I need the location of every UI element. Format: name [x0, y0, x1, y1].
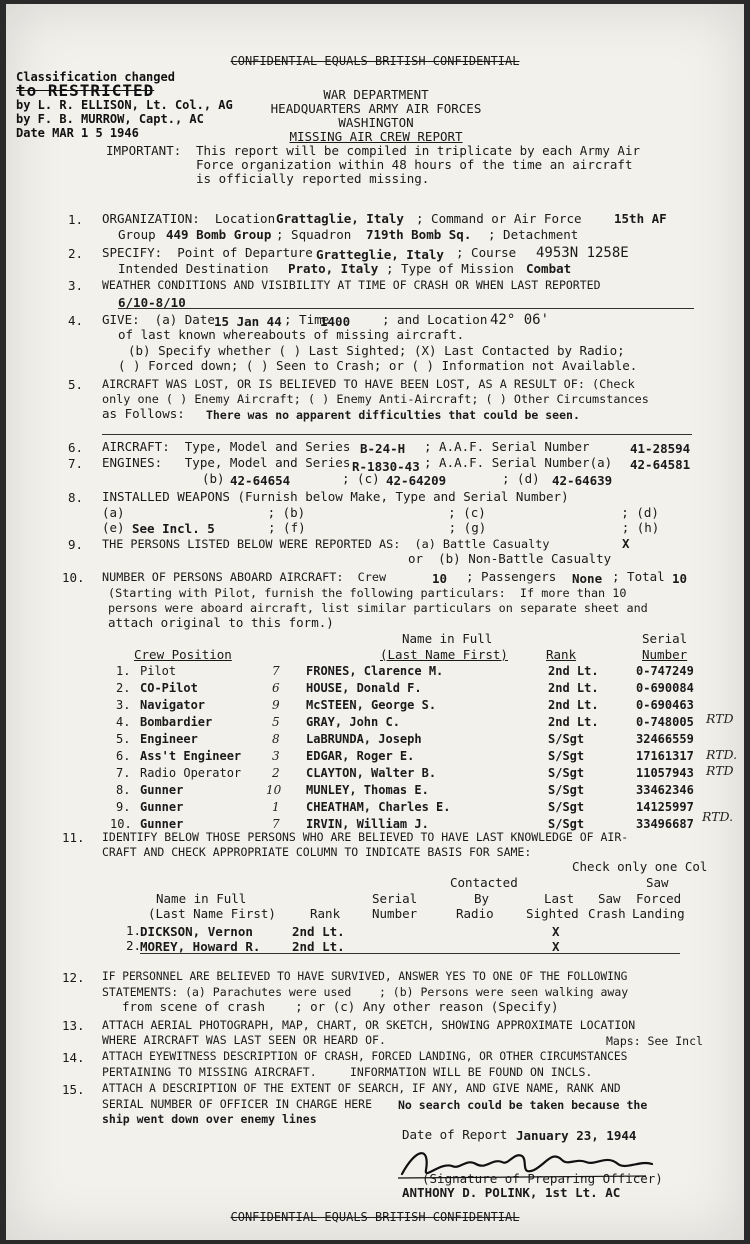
crew-hand-mark: 9: [272, 698, 280, 712]
item-4-number: 4.: [68, 313, 84, 328]
i11-header-last: Last: [544, 891, 575, 906]
witness-mark: X: [552, 924, 560, 939]
i11-header-rank: Rank: [310, 906, 341, 921]
crew-name: EDGAR, Roger E.: [306, 749, 415, 763]
crew-row: [116, 681, 726, 696]
report-date: January 23, 1944: [516, 1128, 637, 1143]
aircraft-serial: 41-28594: [630, 441, 691, 456]
stamp-line-5: Date MAR 1 5 1946: [16, 126, 139, 140]
crew-name: CHEATHAM, Charles E.: [306, 800, 451, 814]
command-label: ; Command or Air Force: [416, 211, 582, 226]
lost-line-3: as Follows:: [102, 406, 185, 421]
weapons-row-1: (a) ; (b) ; (c) ; (d): [102, 505, 659, 520]
item-5-number: 5.: [68, 377, 84, 392]
specify-line-2: ( ) Forced down; ( ) Seen to Crash; or ( ) Information not Available.: [118, 358, 638, 373]
date-value: 15 Jan 44: [214, 314, 282, 329]
item-15-number: 15.: [62, 1082, 85, 1097]
crew-hand-mark: 5: [272, 715, 280, 729]
item-13-number: 13.: [62, 1018, 85, 1033]
persons-line-3: persons were aboard aircraft, list similar particulars on separate sheet and: [108, 601, 648, 615]
survived-line-3: from scene of crash ; or (c) Any other reason (Specify): [122, 999, 559, 1014]
page-title: MISSING AIR CREW REPORT: [289, 129, 463, 144]
identify-line-2: CRAFT AND CHECK APPROPRIATE COLUMN TO INDICATE BASIS FOR SAME:: [102, 845, 532, 859]
time-label: ; Time: [284, 312, 330, 327]
i11-header-name-1: Name in Full: [156, 891, 247, 906]
crew-row-number: 5.: [116, 732, 131, 746]
crew-hand-mark: 1: [272, 800, 280, 814]
crew-position: Bombardier: [140, 715, 213, 729]
crew-row-number: 8.: [116, 783, 131, 797]
whereabouts-text: of last known whereabouts of missing aircraft.: [118, 327, 465, 342]
crew-name: CLAYTON, Walter B.: [306, 766, 437, 780]
report-page: [6, 4, 744, 1240]
crew-rank: S/Sgt: [548, 749, 585, 763]
destination-label: Intended Destination: [118, 261, 269, 276]
crew-row: [116, 698, 726, 713]
important-text-3: is officially reported missing.: [196, 171, 430, 186]
crew-row-number: 1.: [116, 664, 131, 678]
item-1-number: 1.: [68, 212, 84, 227]
attach-photo-line-1: ATTACH AERIAL PHOTOGRAPH, MAP, CHART, OR SKETCH, SHOWING APPROXIMATE LOCATION: [102, 1018, 636, 1032]
location-label: ; and Location: [382, 312, 488, 327]
engine-b-label: (b): [202, 471, 225, 486]
crew-row: [116, 732, 726, 747]
crew-position: Engineer: [140, 732, 198, 746]
signature-caption: (Signature of Preparing Officer): [422, 1171, 663, 1186]
engine-c: 42-64209: [386, 473, 447, 488]
i11-header-contacted: Contacted: [450, 875, 518, 890]
crew-rank: S/Sgt: [548, 817, 585, 831]
give-label: GIVE: (a) Date: [102, 312, 215, 327]
engine-d: 42-64639: [552, 473, 613, 488]
org-location: Grattaglie, Italy: [276, 211, 404, 226]
crew-header-name-top: Name in Full: [402, 631, 493, 646]
crew-row-number: 4.: [116, 715, 131, 729]
crew-serial: 33496687: [636, 817, 694, 831]
i11-header-name-2: (Last Name First): [148, 906, 276, 921]
engine-d-label: ; (d): [502, 471, 540, 486]
crew-serial: 0-748005: [636, 715, 694, 729]
crew-row: [116, 715, 726, 730]
check-note: Check only one Col: [572, 859, 708, 874]
identify-line-1: IDENTIFY BELOW THOSE PERSONS WHO ARE BELIEVED TO HAVE LAST KNOWLEDGE OF AIR-: [102, 830, 629, 844]
crew-row: [116, 800, 726, 815]
margin-note-rtd: RTD: [706, 763, 734, 778]
mission-value: Combat: [526, 261, 572, 276]
i11-header-crash: Crash: [588, 906, 626, 921]
item-10-number: 10.: [62, 570, 85, 585]
crew-name: IRVIN, William J.: [306, 817, 429, 831]
margin-note-rtd: RTD: [706, 711, 734, 726]
location-value: 42° 06': [490, 312, 550, 328]
engines-type: R-1830-43: [352, 459, 420, 474]
report-date-label: Date of Report: [402, 1127, 508, 1142]
margin-note-rtd: RTD.: [706, 747, 738, 762]
search-value-1: No search could be taken because the: [398, 1098, 648, 1112]
crew-row-number: 9.: [116, 800, 131, 814]
crew-serial: 11057943: [636, 766, 694, 780]
witness-rank: 2nd Lt.: [292, 924, 345, 939]
crew-count: 10: [432, 571, 448, 586]
item-9-number: 9.: [68, 537, 84, 552]
witness-line: [140, 953, 680, 954]
crew-header-serial-top: Serial: [642, 631, 688, 646]
item-6-number: 6.: [68, 440, 84, 455]
engine-b: 42-64654: [230, 473, 291, 488]
lost-line-1: AIRCRAFT WAS LOST, OR IS BELIEVED TO HAVE BEEN LOST, AS A RESULT OF: (Check: [102, 377, 635, 391]
crew-position: Radio Operator: [140, 766, 242, 780]
engine-c-label: ; (c): [342, 471, 380, 486]
course-value: 4953N 1258E: [536, 245, 629, 261]
persons-line-2: (Starting with Pilot, furnish the following particulars: If more than 10: [108, 586, 627, 600]
crew-hand-mark: 10: [266, 783, 282, 797]
weather-value: 6/10-8/10: [118, 295, 186, 310]
crew-serial: 17161317: [636, 749, 694, 763]
crew-name: McSTEEN, George S.: [306, 698, 437, 712]
i11-header-serial-2: Number: [372, 906, 418, 921]
crew-hand-mark: 7: [272, 817, 280, 831]
witness-number: 2.: [126, 938, 142, 953]
top-banner: CONFIDENTIAL EQUALS BRITISH CONFIDENTIAL: [230, 54, 520, 68]
crew-row: [116, 766, 726, 781]
search-value-2: ship went down over enemy lines: [102, 1112, 317, 1126]
crew-rank: 2nd Lt.: [548, 698, 599, 712]
crew-name: LaBRUNDA, Joseph: [306, 732, 422, 746]
crew-row: [116, 664, 726, 679]
weapons-row-2-rest: ; (f) ; (g) ; (h): [268, 520, 660, 535]
weapons-row-2-label: (e): [102, 520, 125, 535]
important-label: IMPORTANT:: [106, 143, 182, 158]
weapons-label: INSTALLED WEAPONS (Furnish below Make, Type and Serial Number): [102, 489, 569, 504]
group-label: Group: [118, 227, 156, 242]
dept-heading: WAR DEPARTMENT: [323, 87, 429, 102]
i11-header-radio: Radio: [456, 906, 494, 921]
battle-casualty-mark: X: [622, 536, 630, 551]
crew-serial: 0-690084: [636, 681, 694, 695]
eyewitness-line-1: ATTACH EYEWITNESS DESCRIPTION OF CRASH, FORCED LANDING, OR OTHER CIRCUMSTANCES: [102, 1050, 628, 1063]
stamp-line-4: by F. B. MURROW, Capt., AC: [16, 112, 204, 126]
crew-name: HOUSE, Donald F.: [306, 681, 422, 695]
crew-name: GRAY, John C.: [306, 715, 400, 729]
item-11-number: 11.: [62, 830, 85, 845]
crew-row-number: 6.: [116, 749, 131, 763]
crew-header-rank: Rank: [546, 647, 577, 662]
crew-rank: S/Sgt: [548, 783, 585, 797]
crew-hand-mark: 2: [272, 766, 280, 780]
lost-line: [102, 434, 692, 435]
stamp-line-2: to RESTRICTED: [16, 81, 155, 100]
crew-rank: S/Sgt: [548, 800, 585, 814]
city-heading: WASHINGTON: [338, 115, 414, 130]
crew-hand-mark: 8: [272, 732, 280, 746]
weapons-row-2-value: See Incl. 5: [132, 521, 215, 536]
margin-note-rtd: RTD.: [702, 809, 734, 824]
crew-position: Gunner: [140, 783, 184, 797]
crew-row-number: 2.: [116, 681, 131, 695]
crew-header-position: Crew Position: [134, 647, 232, 662]
crew-header-serial-bottom: Number: [642, 647, 688, 662]
crew-rank: S/Sgt: [548, 732, 585, 746]
group-value: 449 Bomb Group: [166, 227, 272, 242]
lost-value: There was no apparent difficulties that could be seen.: [206, 408, 580, 422]
crew-hand-mark: 3: [272, 749, 280, 763]
important-text-1: This report will be compiled in triplicate by each Army Air: [196, 143, 641, 158]
crew-row-number: 10.: [110, 817, 132, 831]
bottom-banner: CONFIDENTIAL EQUALS BRITISH CONFIDENTIAL: [230, 1210, 520, 1224]
witness-mark: X: [552, 939, 560, 954]
crew-rank: 2nd Lt.: [548, 715, 599, 729]
crew-position: CO-Pilot: [140, 681, 198, 695]
passengers-label: ; Passengers: [466, 569, 557, 584]
item-3-number: 3.: [68, 278, 84, 293]
i11-header-by: By: [474, 891, 490, 906]
casualty-label: THE PERSONS LISTED BELOW WERE REPORTED AS: (a) Battle Casualty: [102, 537, 550, 551]
item-2-number: 2.: [68, 246, 84, 261]
org-label: ORGANIZATION: Location: [102, 211, 276, 226]
typed-officer-name: ANTHONY D. POLINK, 1st Lt. AC: [402, 1185, 621, 1200]
survived-line-1: IF PERSONNEL ARE BELIEVED TO HAVE SURVIVED, ANSWER YES TO ONE OF THE FOLLOWING: [102, 970, 628, 983]
aircraft-type: B-24-H: [360, 441, 406, 456]
crew-rank: S/Sgt: [548, 766, 585, 780]
witness-number: 1.: [126, 923, 142, 938]
crew-hand-mark: 6: [272, 681, 280, 695]
item-14-number: 14.: [62, 1050, 85, 1065]
command-value: 15th AF: [614, 211, 667, 226]
total-count: 10: [672, 571, 688, 586]
crew-rank: 2nd Lt.: [548, 681, 599, 695]
crew-header-name-bottom: (Last Name First): [380, 647, 508, 662]
i11-header-saw-top: Saw: [646, 875, 669, 890]
crew-row: [116, 749, 726, 764]
witness-name: DICKSON, Vernon: [140, 924, 253, 939]
non-battle-label: or (b) Non-Battle Casualty: [408, 551, 612, 566]
crew-position: Pilot: [140, 664, 177, 678]
engine-a: 42-64581: [630, 457, 691, 472]
crew-position: Gunner: [140, 817, 184, 831]
survived-line-2: STATEMENTS: (a) Parachutes were used ; (b) Persons were seen walking away: [102, 985, 629, 999]
stamp-line-1: Classification changed: [16, 70, 175, 84]
reclassification-stamp: [16, 70, 256, 140]
witness-name: MOREY, Howard R.: [140, 939, 261, 954]
crew-serial: 32466559: [636, 732, 694, 746]
item-7-number: 7.: [68, 456, 84, 471]
i11-header-landing: Landing: [632, 906, 685, 921]
persons-label: NUMBER OF PERSONS ABOARD AIRCRAFT: Crew: [102, 570, 387, 584]
engines-label: ENGINES: Type, Model and Series: [102, 455, 351, 470]
crew-position: Gunner: [140, 800, 184, 814]
crew-rank: 2nd Lt.: [548, 664, 599, 678]
crew-serial: 33462346: [636, 783, 694, 797]
destination-value: Prato, Italy: [288, 261, 379, 276]
eyewitness-note: INFORMATION WILL BE FOUND ON INCLS.: [350, 1065, 593, 1079]
eyewitness-line-2: PERTAINING TO MISSING AIRCRAFT.: [102, 1065, 317, 1079]
total-label: ; Total: [612, 569, 665, 584]
crew-serial: 14125997: [636, 800, 694, 814]
witness-rank: 2nd Lt.: [292, 939, 345, 954]
mission-label: ; Type of Mission: [386, 261, 514, 276]
crew-hand-mark: 7: [272, 664, 280, 678]
hq-heading: HEADQUARTERS ARMY AIR FORCES: [270, 101, 482, 116]
time-value: 1400: [320, 314, 351, 329]
search-line-2: SERIAL NUMBER OF OFFICER IN CHARGE HERE: [102, 1097, 373, 1111]
i11-header-sighted: Sighted: [526, 906, 579, 921]
i11-header-forced: Forced: [636, 891, 682, 906]
weather-label: WEATHER CONDITIONS AND VISIBILITY AT TIME OF CRASH OR WHEN LAST REPORTED: [102, 278, 601, 292]
i11-header-serial-1: Serial: [372, 891, 418, 906]
attach-photo-line-2: WHERE AIRCRAFT WAS LAST SEEN OR HEARD OF.: [102, 1033, 386, 1047]
crew-serial: 0-747249: [636, 664, 694, 678]
important-text-2: Force organization within 48 hours of the time an aircraft: [196, 157, 633, 172]
crew-name: MUNLEY, Thomas E.: [306, 783, 429, 797]
squadron-label: ; Squadron: [276, 227, 352, 242]
passengers-count: None: [572, 571, 603, 586]
crew-row-number: 3.: [116, 698, 131, 712]
departure-value: Gratteglie, Italy: [316, 247, 444, 262]
course-label: ; Course: [456, 245, 517, 260]
detachment-label: ; Detachment: [488, 227, 579, 242]
item-8-number: 8.: [68, 490, 84, 505]
search-line-1: ATTACH A DESCRIPTION OF THE EXTENT OF SEARCH, IF ANY, AND GIVE NAME, RANK AND: [102, 1082, 621, 1095]
crew-position: Navigator: [140, 698, 206, 712]
stamp-line-3: by L. R. ELLISON, Lt. Col., AG: [16, 98, 233, 112]
maps-note: Maps: See Incl: [606, 1034, 703, 1048]
crew-row-number: 7.: [116, 766, 131, 780]
squadron-value: 719th Bomb Sq.: [366, 227, 472, 242]
crew-row: [116, 783, 726, 798]
departure-label: SPECIFY: Point of Departure: [102, 245, 313, 260]
persons-line-4: attach original to this form.): [108, 615, 334, 630]
i11-header-saw: Saw: [598, 891, 621, 906]
specify-line-1: (b) Specify whether ( ) Last Sighted; (X) Last Contacted by Radio;: [128, 343, 625, 358]
weather-line: [118, 308, 694, 309]
crew-position: Ass't Engineer: [140, 749, 242, 763]
lost-line-2: only one ( ) Enemy Aircraft; ( ) Enemy Anti-Aircraft; ( ) Other Circumstances: [102, 392, 649, 406]
crew-name: FRONES, Clarence M.: [306, 664, 444, 678]
aircraft-label: AIRCRAFT: Type, Model and Series: [102, 439, 351, 454]
engines-serial-label: ; A.A.F. Serial Number(a): [424, 455, 613, 470]
aircraft-serial-label: ; A.A.F. Serial Number: [424, 439, 590, 454]
crew-serial: 0-690463: [636, 698, 694, 712]
item-12-number: 12.: [62, 970, 85, 985]
